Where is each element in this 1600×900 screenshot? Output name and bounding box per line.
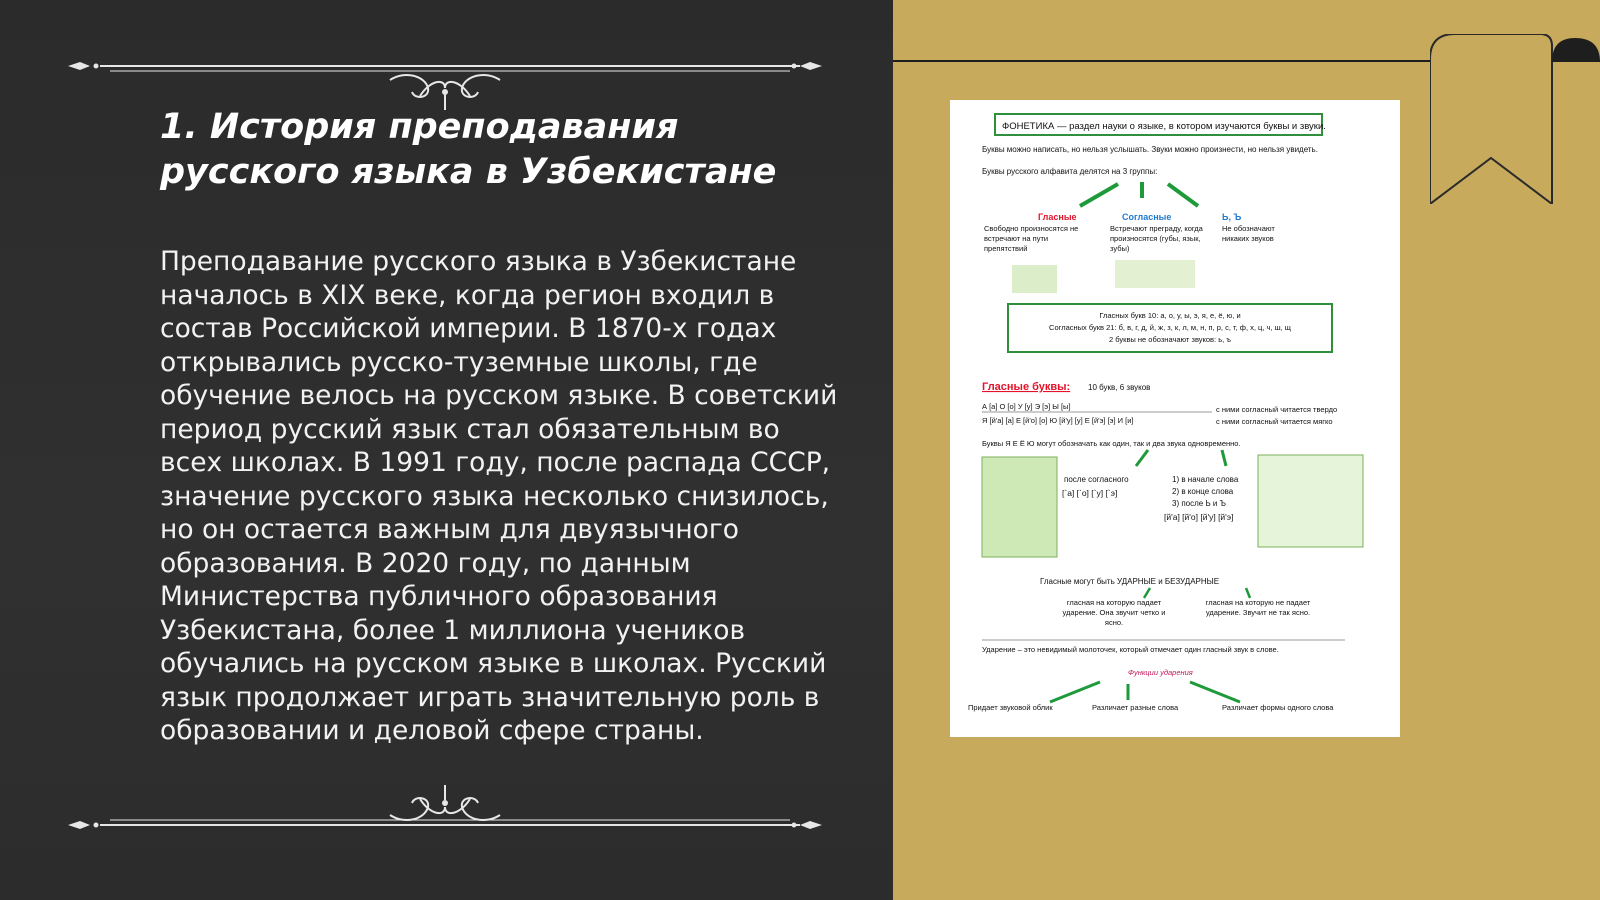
consonant-illustration: [1115, 260, 1195, 288]
bookmark-ribbon: [1430, 34, 1600, 204]
count-consonants: Согласных букв 21: б, в, г, д, й, ж, з, к, л, м, н, п, р, с, т, ф, х, ц, ч, ш, щ: [1049, 323, 1291, 332]
chart-intro-2: Буквы русского алфавита делятся на 3 группы:: [982, 167, 1158, 176]
left-note-card: [982, 457, 1057, 557]
vowel-row-soft: Я [й'а] [а] Е [й'о] [о] Ю [й'у] [у] Е [й'э] [э] И [и]: [982, 416, 1134, 425]
count-vowels: Гласных букв 10: а, о, у, ы, э, я, е, ё, ю, и: [1099, 311, 1241, 320]
vowels-count: 10 букв, 6 звуков: [1088, 383, 1151, 392]
top-ornament-divider: [60, 40, 830, 110]
vowel-row-hard: А [а] О [о] У [у] Э [э] Ы [ы]: [982, 402, 1071, 411]
after-consonant-sounds: [`а] [`о] [`у] [`э]: [1062, 488, 1118, 498]
chart-header: ФОНЕТИКА — раздел науки о языке, в котором изучаются буквы и звуки.: [1002, 121, 1326, 132]
right-note-card: [1258, 455, 1363, 547]
group-name-signs: Ь, Ъ: [1222, 212, 1242, 222]
group-name-vowels: Гласные: [1038, 212, 1077, 222]
group-desc-vowels: Свободно произносятся не встречают на пути препятствий: [984, 224, 1079, 253]
function-2: Различает разные слова: [1092, 703, 1179, 712]
slide-body-text: Преподавание русского языка в Узбекистане началось в XIX веке, когда регион входил в состав Российской империи. В 1870-х годах открывались русско-туземные школы, где обучение велось на русском языке. В советский период русский язык стал обязательным во всех школах. В 1991 году, после распада СССР, значение русского языка несколько снизилось, но он остается важным для двуязычного образования. В 2020 году, по данным Министерства публичного образования Узбекистана, более 1 миллиона учеников обучались на русском языке в школах. Русский язык продолжает играть значительную роль в образовании и деловой сфере страны.: [160, 246, 838, 746]
after-consonant-label: после согласного: [1064, 475, 1129, 484]
double-sound-note: Буквы Я Е Ё Ю могут обозначать как один, так и два звука одновременно.: [982, 439, 1241, 448]
vowel-illustration: [1012, 265, 1057, 293]
position-3: 3) после Ь и Ъ: [1172, 499, 1226, 508]
vowels-title: Гласные буквы:: [982, 381, 1071, 393]
soft-note: с ними согласный читается мягко: [1216, 417, 1333, 426]
group-desc-consonants: Встречают преграду, когда произносятся (губы, язык, зубы): [1110, 224, 1203, 253]
position-sounds: [й'а] [й'о] [й'у] [й'э]: [1164, 512, 1234, 522]
hard-note: с ними согласный читается твердо: [1216, 405, 1338, 414]
phonetics-chart-image: [950, 100, 1400, 737]
group-desc-signs: Не обозначают никаких звуков: [1222, 224, 1275, 243]
count-signs: 2 буквы не обозначают звуков: ь, ъ: [1109, 335, 1231, 344]
position-2: 2) в конце слова: [1172, 487, 1234, 496]
chart-intro-1: Буквы можно написать, но нельзя услышать. Звуки можно произнести, но нельзя увидеть.: [982, 145, 1318, 154]
functions-title: Функции ударения: [1128, 668, 1193, 677]
function-3: Различает формы одного слова: [1222, 703, 1334, 712]
position-1: 1) в начале слова: [1172, 475, 1239, 484]
stress-title: Гласные могут быть УДАРНЫЕ и БЕЗУДАРНЫЕ: [1040, 577, 1220, 586]
bottom-ornament-divider: [60, 775, 830, 845]
function-1: Придает звуковой облик: [968, 703, 1053, 712]
slide-title: 1. История преподавания русского языка в Узбекистане: [160, 107, 777, 192]
stressed-desc: гласная на которую падает ударение. Она звучит четко и ясно.: [1062, 598, 1166, 627]
stress-definition: Ударение – это невидимый молоточек, который отмечает один гласный звук в слове.: [982, 645, 1279, 654]
unstressed-desc: гласная на которую не падает ударение. Звучит не так ясно.: [1205, 598, 1311, 617]
group-name-consonants: Согласные: [1122, 212, 1172, 222]
